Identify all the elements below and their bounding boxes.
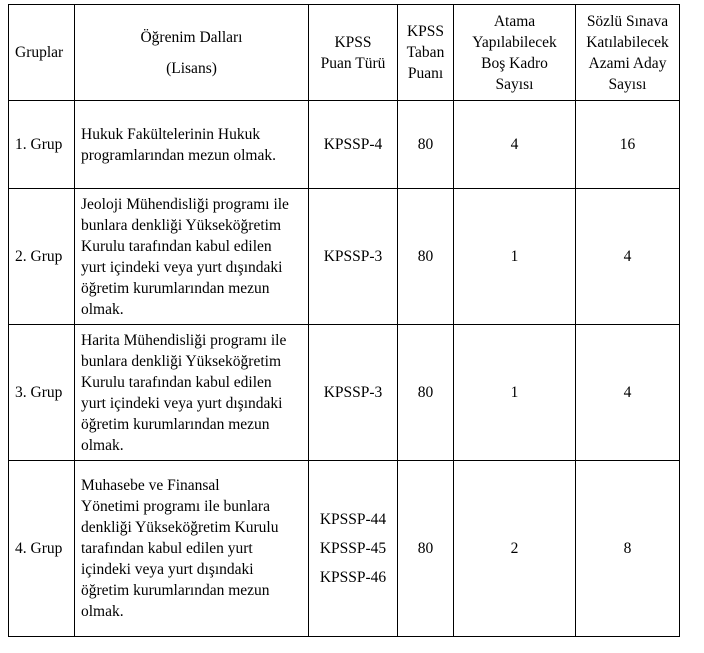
score-type-value: KPSSP-46 — [319, 569, 387, 586]
program-line: denkliği Yükseköğretim Kurulu — [81, 519, 279, 536]
quota-table — [8, 4, 680, 637]
header-max-candidates-line1: Sözlü Sınava — [586, 12, 669, 30]
program-line: Kurulu tarafından kabul edilen — [81, 237, 272, 255]
vacancies-cell: 1 — [454, 325, 576, 461]
vacancies-cell: 1 — [454, 189, 576, 325]
score-type-cell — [309, 189, 398, 325]
score-type-value: KPSSP-3 — [323, 384, 383, 401]
score-type-value: KPSSP-44 — [319, 511, 387, 528]
header-max-candidates-line2: Katılabilecek — [586, 33, 669, 51]
program-line: öğretim kurumlarından mezun — [81, 279, 270, 297]
score-type-cell — [309, 101, 398, 189]
table-row — [9, 189, 680, 325]
header-max-candidates — [576, 5, 680, 101]
base-score-cell: 80 — [398, 101, 454, 189]
header-groups: Gruplar — [9, 5, 75, 101]
group-cell: 4. Grup — [9, 461, 75, 637]
base-score-cell: 80 — [398, 325, 454, 461]
header-base-score-line1: KPSS — [406, 23, 445, 40]
header-vacancies-line4: Sayısı — [495, 75, 534, 93]
table-row — [9, 101, 680, 189]
program-line: yurt içindeki veya yurt dışındaki — [81, 258, 283, 276]
score-type-value: KPSSP-3 — [323, 248, 383, 265]
program-line: Hukuk Fakültelerinin Hukuk — [81, 125, 261, 143]
max-candidates-cell: 4 — [576, 325, 680, 461]
header-max-candidates-line4: Sayısı — [608, 75, 647, 93]
vacancies-cell: 4 — [454, 101, 576, 189]
group-cell: 3. Grup — [9, 325, 75, 461]
max-candidates-cell: 16 — [576, 101, 680, 189]
program-line: olmak. — [81, 300, 124, 318]
group-cell: 1. Grup — [9, 101, 75, 189]
header-vacancies-line3: Boş Kadro — [481, 54, 548, 72]
program-line: bunlara denkliği Yükseköğretim — [81, 352, 282, 370]
base-score-cell: 80 — [398, 461, 454, 637]
header-max-candidates-line3: Azami Aday — [588, 54, 667, 72]
score-type-cell — [309, 461, 398, 637]
program-line: olmak. — [81, 603, 124, 620]
program-line: Kurulu tarafından kabul edilen — [81, 373, 272, 391]
header-vacancies — [454, 5, 576, 101]
table-row — [9, 325, 680, 461]
program-line: Muhasebe ve Finansal — [81, 477, 220, 494]
program-line: Jeoloji Mühendisliği programı ile — [81, 195, 289, 213]
header-program — [75, 5, 309, 101]
score-type-value: KPSSP-45 — [319, 540, 387, 557]
header-score-type-line1: KPSS — [334, 33, 372, 51]
header-base-score — [398, 5, 454, 101]
program-line: öğretim kurumlarından mezun — [81, 415, 270, 433]
header-score-type — [309, 5, 398, 101]
program-line: Harita Mühendisliği programı ile — [81, 331, 287, 349]
program-line: içindeki veya yurt dışındaki — [81, 561, 254, 578]
max-candidates-cell: 8 — [576, 461, 680, 637]
program-line: programlarından mezun olmak. — [81, 146, 276, 164]
program-cell — [75, 461, 309, 637]
header-program-line1: Öğrenim Dalları — [140, 28, 243, 46]
vacancies-cell: 2 — [454, 461, 576, 637]
header-vacancies-line1: Atama — [493, 12, 536, 30]
header-base-score-line2: Taban — [406, 44, 445, 61]
program-line: tarafından kabul edilen yurt — [81, 540, 253, 557]
program-cell — [75, 189, 309, 325]
program-cell — [75, 101, 309, 189]
base-score-cell: 80 — [398, 189, 454, 325]
program-line: yurt içindeki veya yurt dışındaki — [81, 394, 283, 412]
program-line: bunlara denkliği Yükseköğretim — [81, 216, 282, 234]
header-vacancies-line2: Yapılabilecek — [472, 33, 557, 51]
program-cell — [75, 325, 309, 461]
group-cell: 2. Grup — [9, 189, 75, 325]
score-type-value: KPSSP-4 — [323, 136, 383, 153]
header-base-score-line3: Puanı — [407, 65, 444, 82]
program-line: Yönetimi programı ile bunlara — [81, 498, 270, 515]
max-candidates-cell: 4 — [576, 189, 680, 325]
header-row — [9, 5, 680, 101]
table-row — [9, 461, 680, 637]
header-program-line2: (Lisans) — [166, 59, 217, 77]
score-type-cell — [309, 325, 398, 461]
header-score-type-line2: Puan Türü — [320, 54, 386, 72]
program-line: olmak. — [81, 436, 124, 454]
program-line: öğretim kurumlarından mezun — [81, 582, 270, 599]
